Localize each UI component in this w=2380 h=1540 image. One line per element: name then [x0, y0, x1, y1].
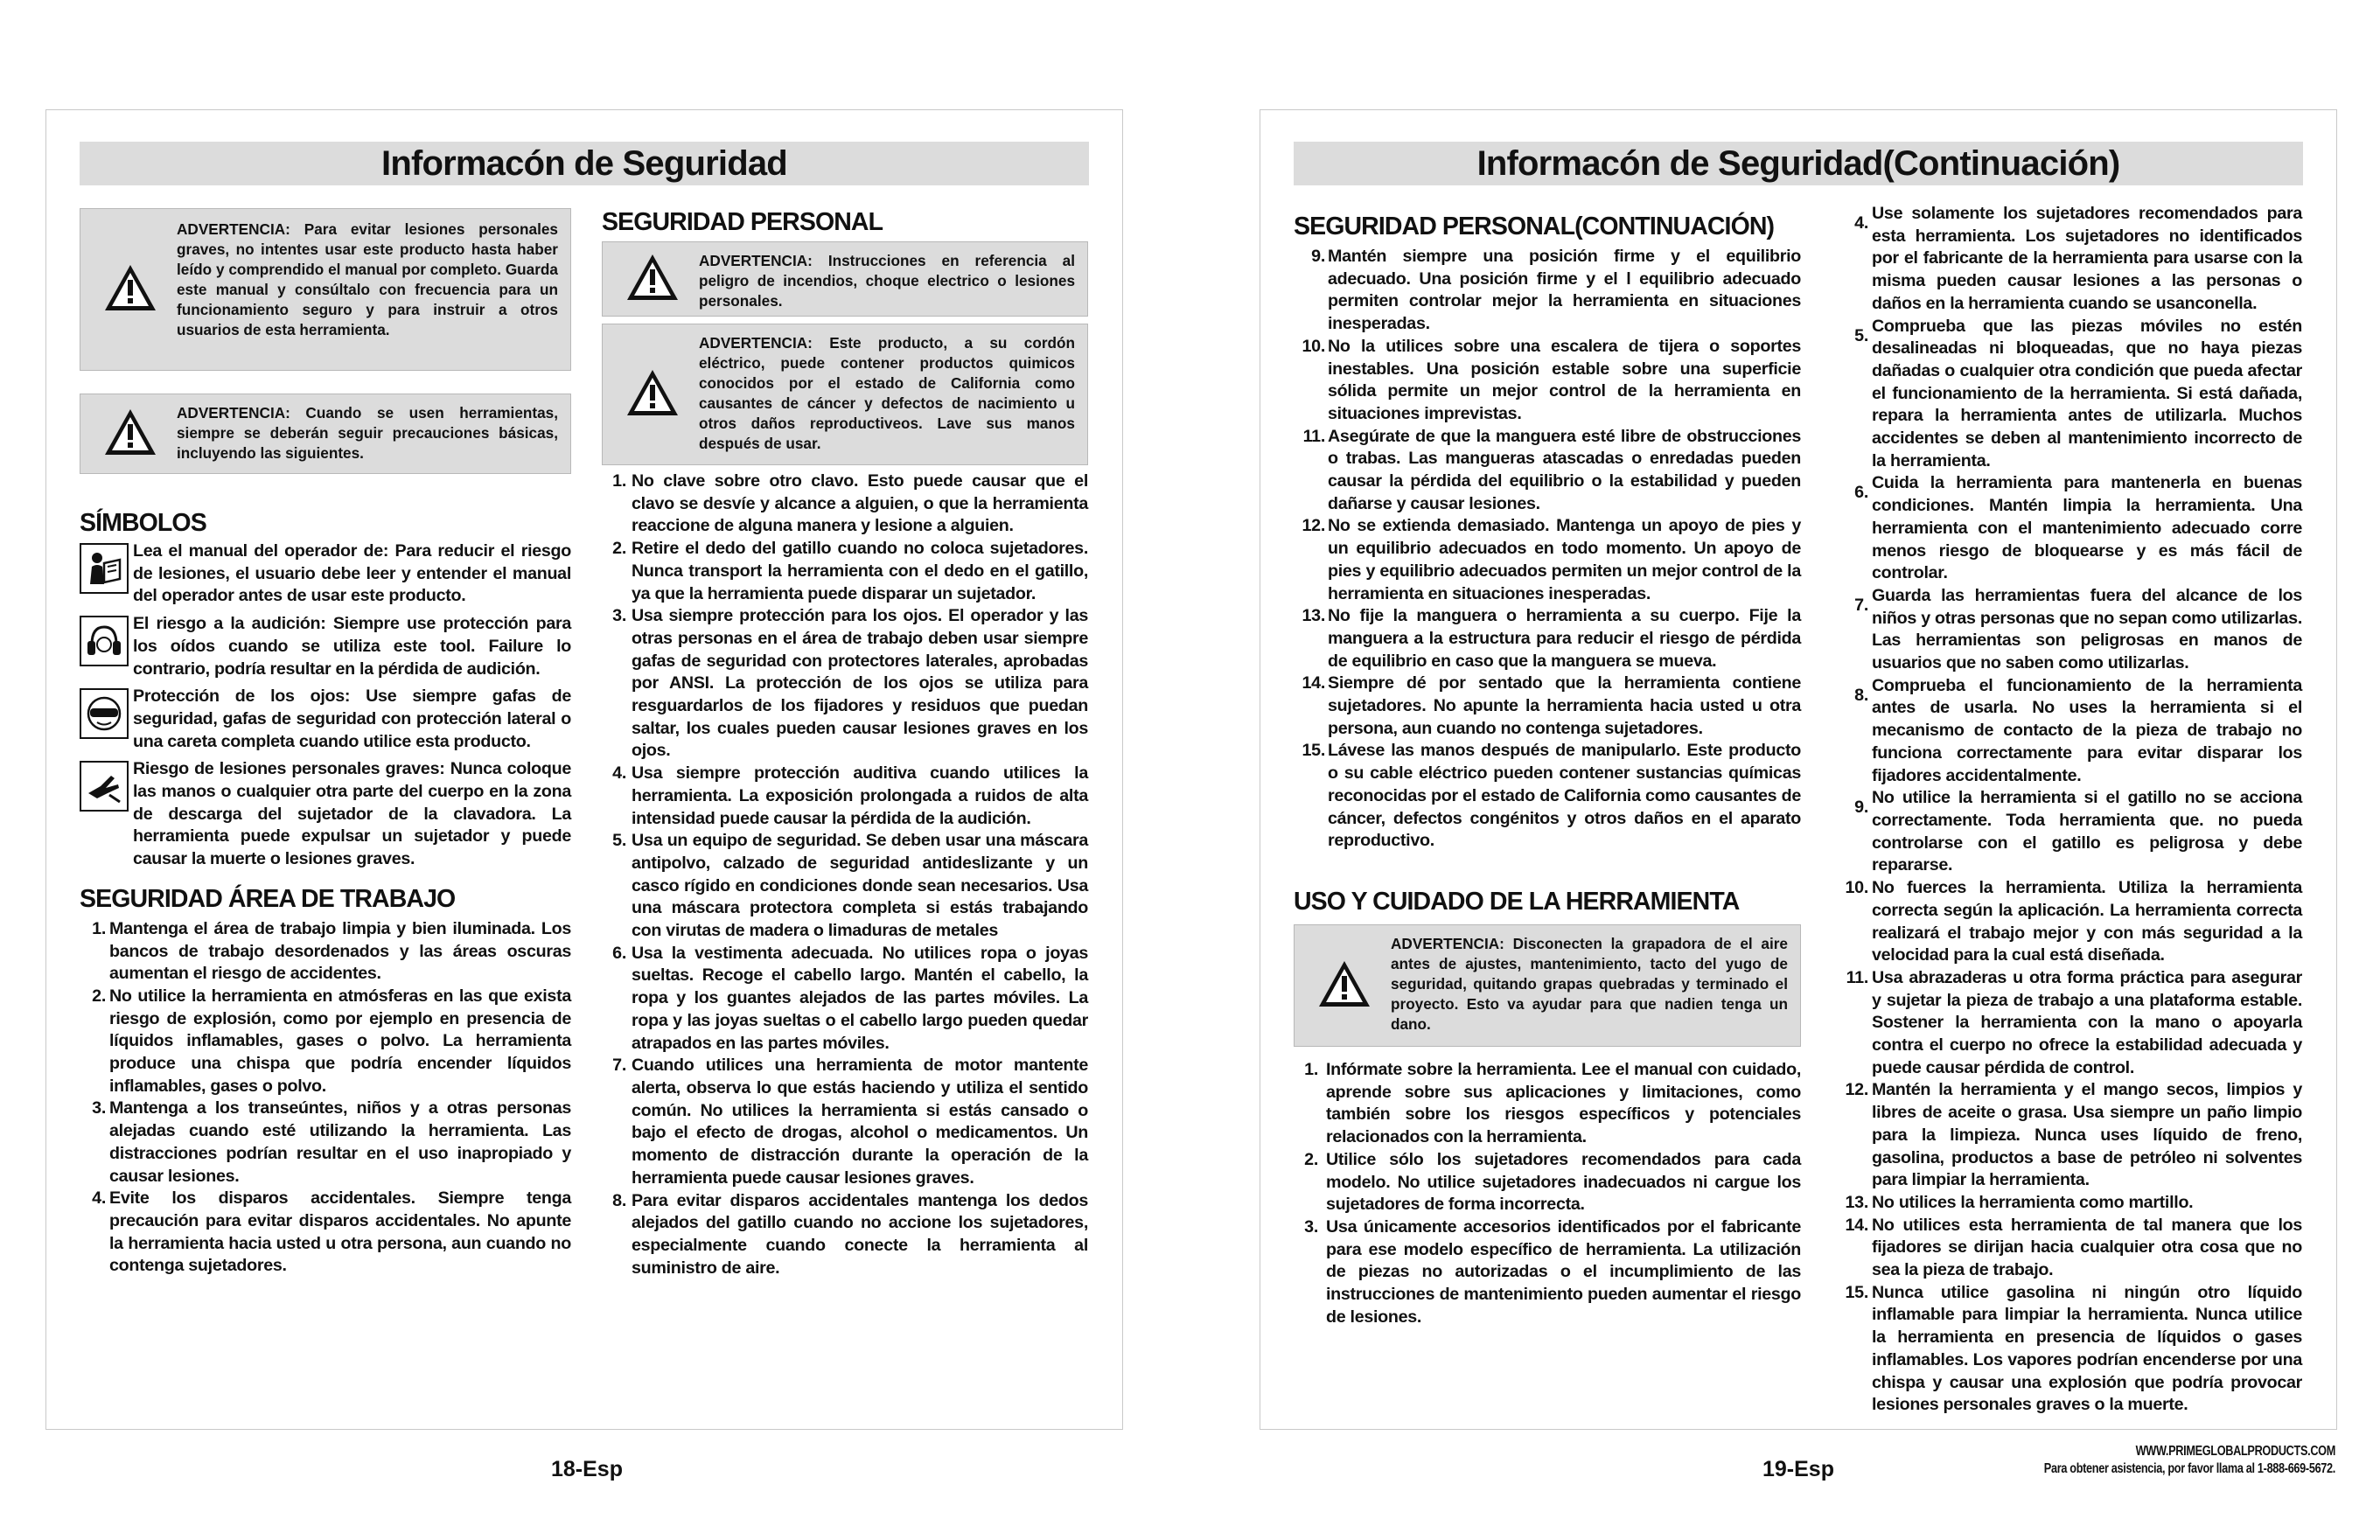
tool-list-a [1294, 1059, 1801, 1328]
symbols-heading: SÍMBOLOS [80, 509, 206, 537]
symbols-list [80, 540, 571, 871]
personal-list [602, 470, 1088, 1279]
list-item: 5. Usa un equipo de seguridad. Se deben usar una máscara antipolvo, calzado de seguridad antideslizante y un casco rígido en condiciones donde sean necesarios. Usa una máscara protectora completa si estás trabajando con virutas de madera o limaduras de metales [612, 831, 1088, 941]
list-item: 9. No utilice la herramienta si el gatillo no se acciona correctamente. Toda herramienta que. no pueda controlarse con el gatillo es peligrosa y debe repararse. [1854, 788, 2302, 875]
symbol-row [80, 540, 571, 608]
warning-text: Instrucciones en referencia al peligro de incendios, choque electrico o lesiones personales. [699, 252, 1075, 310]
warning-box [80, 394, 571, 474]
warning-triangle-icon [625, 368, 680, 417]
page-number-19: 19-Esp [1762, 1457, 1834, 1481]
personal-heading: SEGURIDAD PERSONAL [602, 208, 883, 236]
tool-heading: USO Y CUIDADO DE LA HERRAMIENTA [1294, 887, 1740, 916]
personal-cont-heading: SEGURIDAD PERSONAL(CONTINUACIÓN) [1294, 213, 1775, 240]
warning-box [1294, 924, 1801, 1047]
work-area-list [80, 918, 571, 1278]
warning-label: ADVERTENCIA: [177, 220, 290, 238]
warning-box [602, 324, 1088, 465]
list-item: 14. No utilices esta herramienta de tal manera que los fijadores se dirijan hacia cualquier otra cosa que no sea la pieza de trabajo. [1845, 1215, 2302, 1280]
warning-label: ADVERTENCIA: [177, 404, 290, 422]
list-item: 2. Retire el dedo del gatillo cuando no coloca sujetadores. Nunca transport la herramienta con el dedo en el gatillo, ya que la herramienta puede disparar un sujetador. [612, 539, 1088, 603]
read-manual-icon [80, 543, 129, 594]
assistance-text: Para obtener asistencia, por favor llama al 1-888-669-5672. [2043, 1461, 2335, 1476]
list-item: 3. Usa únicamente accesorios identificados por el fabricante para ese modelo específico de herramienta. La utilización de piezas no autorizadas o el incumplimiento de las instrucciones de mantenimiento pueden aumentar el riesgo de lesiones. [1304, 1216, 1801, 1327]
warning-text: Disconecten la grapadora de el aire antes de ajustes, mantenimiento, tacto del yugo de seguridad, quitando grapas quebradas y terminado el proyecto. Esto va ayudar para que nadien tenga un dano. [1391, 934, 1788, 1033]
symbol-text: Protección de los ojos: Use siempre gafas de seguridad, gafas de seguridad con protección lateral o una careta completa cuando utilice esta producto. [133, 686, 571, 751]
list-item: 10. No la utilices sobre una escalera de tijera o soportes inestables. Una posición estable sobre una superficie sólida permite un mejor control de la herramienta en situaciones imprevistas. [1302, 336, 1801, 423]
list-item: 12. No se extienda demasiado. Mantenga un apoyo de pies y un equilibrio adecuados en todo momento. Un apoyo de pies y equilibrio adecuados permiten un mejor control de la herramienta en situaciones inesperadas. [1302, 516, 1801, 603]
symbol-text: El riesgo a la audición: Siempre use protección para los oídos cuando se utiliza este tool. Failure lo contrario, podría resultar en la pérdida de audición. [133, 614, 571, 679]
list-item: 4. Usa siempre protección auditiva cuando utilices la herramienta. La exposición prolongada a ruidos de alta intensidad puede causar la pérdida de la audición. [612, 763, 1088, 828]
list-item: 10. No fuerces la herramienta. Utiliza la herramienta correcta según la aplicación. La herramienta correcta realizará el trabajo mejor y con más seguridad a la velocidad para la cual está diseñada. [1845, 878, 2302, 965]
right-column [1833, 203, 2302, 1417]
list-item: 6. Usa la vestimenta adecuada. No utilices ropa o joyas sueltas. Recoge el cabello largo. Mantén el cabello, la ropa y los guantes alejados de las partes móviles. La ropa y las joyas sueltas o el cabello largo pueden quedar atrapados en las partes móviles. [612, 943, 1088, 1053]
list-item: 11. Asegúrate de que la manguera esté libre de obstrucciones o trabas. Las mangueras atascadas o enredadas pueden causar la pérdida del equilibrio o la estabilidad y pueden dañarse y causar lesiones. [1302, 426, 1801, 513]
warning-triangle-icon [103, 263, 157, 312]
list-item: 14. Siempre dé por sentado que la herramienta contiene sujetadores. No apunte la herramienta hacia usted u otra persona, aun cuando no contenga sujetadores. [1302, 673, 1801, 738]
left-column [1294, 211, 1801, 1328]
list-item: 6. Cuida la herramienta para mantenerla en buenas condiciones. Mantén limpia la herramienta. Una herramienta con el mantenimiento adecuado corre menos riesgo de bloquearse y es más fácil de controlar. [1854, 473, 2302, 583]
page-number-18: 18-Esp [551, 1457, 623, 1481]
symbol-text: Riesgo de lesiones personales graves: Nunca coloque las manos o cualquier otra parte del cuerpo en la zona de descarga del sujetador de la clavadora. La herramienta puede expulsar un sujetador y puede causar la muerte o lesiones graves. [133, 759, 571, 869]
symbol-row [80, 758, 571, 871]
symbol-row [80, 613, 571, 680]
contact-info [1999, 1443, 2335, 1478]
warning-triangle-icon [1317, 959, 1371, 1008]
work-area-heading: SEGURIDAD ÁREA DE TRABAJO [80, 884, 456, 913]
warning-text: Este producto, a su cordón eléctrico, puede contener productos quimicos conocidos por el estado de California como causantes de cáncer y defectos de nacimiento u otros daños reproductiveos. Lave sus manos después de usar. [699, 334, 1075, 452]
warning-label: ADVERTENCIA: [1391, 934, 1504, 952]
list-item: 12. Mantén la herramienta y el mango secos, limpios y libres de aceite o grasa. Usa siempre un paño limpio para la limpieza. Nunca uses líquido de freno, gasolina, productos a base de petróleo ni solventes para limpiar la herramienta. [1845, 1080, 2302, 1190]
personal-cont-list [1294, 246, 1801, 853]
list-item: 7. Cuando utilices una herramienta de motor mantente alerta, observa lo que estás haciendo y utiliza el sentido común. No utilices la herramienta si estás cansado o bajo el efecto de drogas, alcohol o medicamentos. Un momento de distracción durante la operación de la herramienta puede causar lesiones graves. [612, 1056, 1088, 1188]
page-title: Informacón de Seguridad(Continuación) [1294, 142, 2303, 185]
warning-label: ADVERTENCIA: [699, 252, 813, 269]
website-link[interactable]: WWW.PRIMEGLOBALPRODUCTS.COM [2135, 1444, 2335, 1459]
list-item: 8. Para evitar disparos accidentales mantenga los dedos alejados del gatillo cuando no accione los sujetadores, especialmente cuando conecte la herramienta al suministro de aire. [612, 1190, 1088, 1278]
symbol-row [80, 686, 571, 753]
list-item: 3. Mantenga a los transeúntes, niños y a otras personas alejadas cuando esté utilizando la herramienta. Las distracciones podrían resultar en el uso inapropiado y causar lesiones. [92, 1098, 571, 1186]
list-item: 7. Guarda las herramientas fuera del alcance de los niños y otras personas que no sepan como utilizarlas. Las herramientas son peligrosas en manos de usuarios que no saben como utilizarlas. [1854, 585, 2302, 673]
page-title: Informacón de Seguridad [80, 142, 1089, 185]
page-19 [1260, 109, 2337, 1430]
list-item: 13. No utilices la herramienta como martillo. [1845, 1192, 2194, 1212]
list-item: 8. Comprueba el funcionamiento de la herramienta antes de usarla. No uses la herramienta si el mecanismo de contacto de la pieza de trabajo no funciona correctamente para evitar disparar los fijadores accidentalmente. [1854, 675, 2302, 785]
list-item: 2. No utilice la herramienta en atmósferas en las que exista riesgo de explosión, como por ejemplo en presencia de líquidos inflamables, gases o polvo. La herramienta produce una chispa que podría encender líquidos inflamables, gases o polvo. [92, 986, 571, 1096]
left-column [80, 208, 571, 1278]
list-item: 9. Mantén siempre una posición firme y el equilibrio adecuado. Una posición firme y el l equilibrio adecuado permiten controlar mejor la herramienta en situaciones inesperadas. [1311, 247, 1801, 334]
right-column [602, 206, 1088, 1279]
list-item: 2. Utilice sólo los sujetadores recomendados para cada modelo. No utilice sujetadores inadecuados ni cargue los sujetadores de forma incorrecta. [1304, 1149, 1801, 1215]
warning-box [80, 208, 571, 371]
list-item: 11. Usa abrazaderas u otra forma práctica para asegurar y sujetar la pieza de trabajo a una plataforma estable. Sostener la herramienta con la mano o apoyarla contra el cuerpo no ofrece la estabilidad adecuada y puede causar pérdida de control. [1846, 967, 2302, 1077]
warning-text: Para evitar lesiones personales graves, no intentes usar este producto hasta haber leído y comprendido el manual por completo. Guarda este manual y consúltalo con frecuencia para un funcionamiento seguro y para instruir a otros usuarios de esta herramienta. [177, 220, 558, 338]
warning-label: ADVERTENCIA: [699, 334, 813, 352]
list-item: 15. Nunca utilice gasolina ni ningún otro líquido inflamable para limpiar la herramienta. Nunca utilice la herramienta en presencia de líquidos o gases inflamables. Los vapores podrían encenderse por una chispa y causar una explosión que podría provocar lesiones personales graves o la muerte. [1845, 1282, 2302, 1415]
list-item: 3. Usa siempre protección para los ojos. El operador y las otras personas en el área de trabajo deben usar siempre gafas de seguridad con protectores laterales, aprobadas por ANSI. La protección de los ojos se utiliza para resguardarlos de los fijadores y residuos que puedan saltar, los cuales pueden causar lesiones graves en los ojos. [612, 606, 1088, 761]
warning-box [602, 241, 1088, 317]
list-item: 15. Lávese las manos después de manipularlo. Este producto o su cable eléctrico pueden contener sustancias químicas reconocidas por el estado de California como causantes de cáncer, defectos congénitos y otros daños en el aparato reproductivo. [1302, 741, 1801, 851]
list-item: 4. Use solamente los sujetadores recomendados para esta herramienta. Los sujetadores no identificados por el fabricante de la herramienta para usarse con la misma pueden causar lesiones a las personas o daños en la herramienta cuando se usanconella. [1854, 204, 2302, 313]
list-item: 1. Mantenga el área de trabajo limpia y bien iluminada. Los bancos de trabajo desordenados y las áreas oscuras aumentan el riesgo de accidentes. [92, 918, 571, 984]
tool-list-b [1833, 203, 2302, 1417]
list-item: 1. Infórmate sobre la herramienta. Lee el manual con cuidado, aprende sobre sus aplicaciones y limitaciones, como también sobre los riesgos específicos y potenciales relacionados con la herramienta. [1304, 1059, 1801, 1147]
eye-protection-icon [80, 688, 129, 739]
list-item: 5. Comprueba que las piezas móviles no estén desalineadas ni bloqueadas, que no haya piezas dañadas o cualquier otra condición que pueda afectar el funcionamiento de la herramienta. Si está dañada, repara la herramienta antes de utilizarla. Muchos accidentes se deben al mantenimiento incorrecto de la herramienta. [1854, 316, 2302, 470]
list-item: 1. No clave sobre otro clavo. Esto puede causar que el clavo se desvíe y alcance a alguien, o que la herramienta reaccione de alguna manera y lesione a alguien. [612, 471, 1088, 536]
list-item: 13. No fije la manguera o herramienta a su cuerpo. Fije la manguera a la estructura para reducir el riesgo de pérdida de equilibrio en caso que la manguera se mueva. [1302, 606, 1801, 671]
page-18 [45, 109, 1123, 1430]
symbol-text: Lea el manual del operador de: Para reducir el riesgo de lesiones, el usuario debe leer y entender el manual del operador antes de usar este producto. [133, 541, 571, 606]
hand-injury-icon [80, 761, 129, 812]
list-item: 4. Evite los disparos accidentales. Siempre tenga precaución para evitar disparos accidentales. No apunte la herramienta hacia usted u otra persona, aun cuando no contenga sujetadores. [92, 1188, 571, 1276]
hearing-protection-icon [80, 616, 129, 666]
warning-text: Cuando se usen herramientas, siempre se deberán seguir precauciones básicas, incluyendo las siguientes. [177, 404, 558, 462]
warning-triangle-icon [625, 253, 680, 302]
warning-triangle-icon [103, 408, 157, 456]
